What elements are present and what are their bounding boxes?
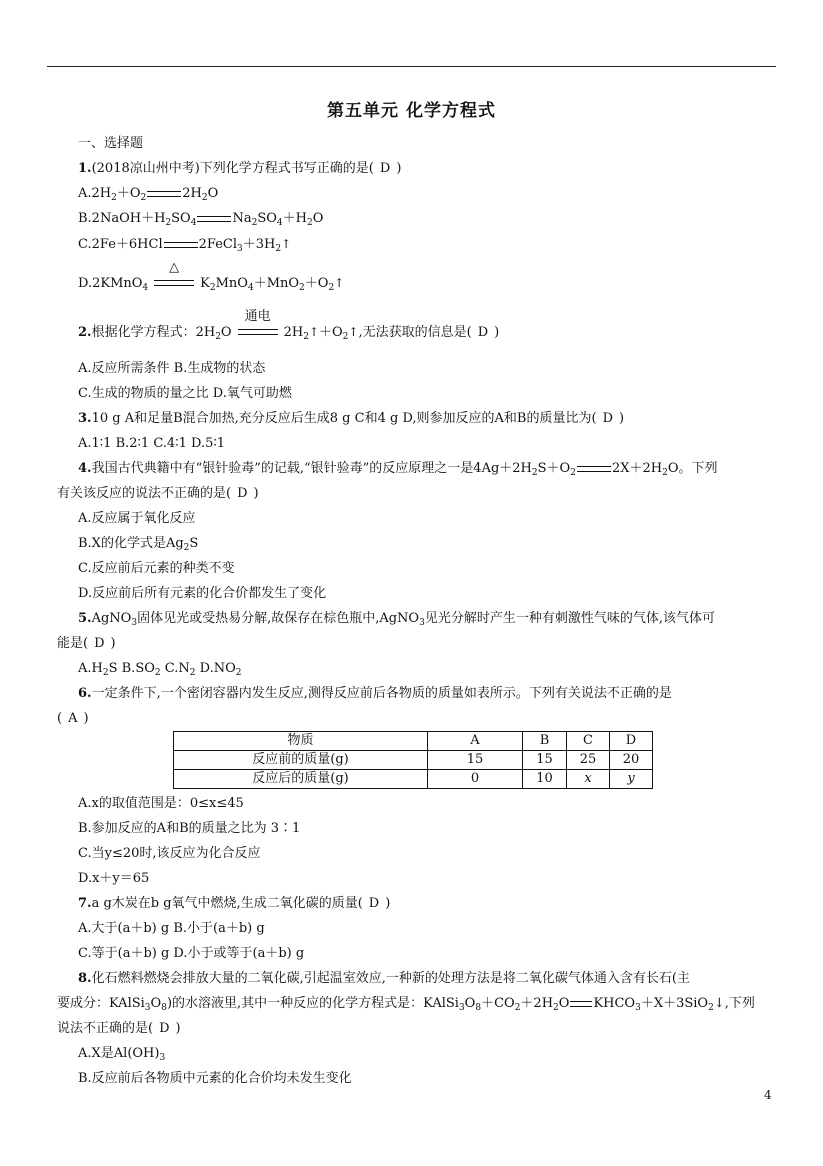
question-5: 5.AgNO$_3$固体见光或受热易分解,故保存在棕色瓶中,AgNO$_3$见光分解时产生一种有刺激性气味的气体,该气体可 <box>78 611 715 628</box>
q7-options-2: C.等于(a＋b) g D.小于或等于(a＋b) g <box>78 946 305 961</box>
mass-table <box>173 731 653 789</box>
q8-option-b: B.反应前后各物质中元素的化合价均未发生变化 <box>78 1071 352 1086</box>
q2-options-1: A.反应所需条件 B.生成物的状态 <box>78 361 266 376</box>
question-5-cont: 能是( D ) <box>57 636 116 651</box>
answer: D <box>379 161 391 176</box>
option-b: $B.2NaOH+H_2SO_4$ $Na_2SO_4+H_2O$ <box>78 211 324 228</box>
question-2: 2.根据化学方程式：$2H_2O$ 通电 $2H_2↑+O_2↑$,无法获取的信息是( D ) <box>78 308 500 342</box>
answer: D <box>602 411 613 426</box>
question-3: 3.10 g A和足量B混合加热,充分反应后生成8 g C和4 g D,则参加反应的A和B的质量比为( D ) <box>78 411 625 426</box>
q6-option-d: D.x＋y＝65 <box>78 871 150 886</box>
table-row: 物质 A B C D <box>174 732 653 751</box>
q6-option-a: A.x的取值范围是：0≤x≤45 <box>78 796 244 811</box>
page-number: 4 <box>764 1088 772 1102</box>
table-row: 反应后的质量(g) 0 10 x y <box>174 770 653 789</box>
answer: D <box>368 896 380 911</box>
question-4: 4.我国古代典籍中有“银针验毒”的记载,“银针验毒”的反应原理之一是$4Ag+2H_2S+O_2$ $2X+2H_2O$。下列 <box>78 461 718 478</box>
question-1: 1.(2018凉山州中考)下列化学方程式书写正确的是( D ) <box>78 161 402 176</box>
question-7: 7.a g木炭在b g氧气中燃烧,生成二氧化碳的质量( D ) <box>78 896 391 911</box>
q7-options-1: A.大于(a＋b) g B.小于(a＋b) g <box>78 921 265 936</box>
q4-option-a: A.反应属于氧化反应 <box>78 511 196 526</box>
question-number: 1. <box>78 161 92 176</box>
q6-option-c: C.当y≤20时,该反应为化合反应 <box>78 846 261 861</box>
question-6-cont: ( A ) <box>57 711 89 726</box>
question-8-cont-2: 说法不正确的是( D ) <box>57 1021 181 1036</box>
page-title: 第五单元 化学方程式 <box>327 101 496 121</box>
section-heading: 一、选择题 <box>78 136 144 151</box>
q8-option-a: A.X是$Al(OH)_3$ <box>78 1046 166 1063</box>
q2-options-2: C.生成的物质的量之比 D.氧气可助燃 <box>78 386 292 401</box>
answer: D <box>94 636 105 651</box>
header-rule <box>47 66 776 67</box>
table-row: 反应前的质量(g) 15 15 25 20 <box>174 751 653 770</box>
option-c: C.2Fe＋6HCl $2FeCl_3+3H_2↑$ <box>78 237 292 254</box>
q3-options: A.1∶1 B.2∶1 C.4∶1 D.5∶1 <box>78 436 226 451</box>
option-a: $A.2H_2+O_2$ $2H_2O$ <box>78 186 219 203</box>
answer: A <box>68 711 78 726</box>
answer: D <box>237 486 248 501</box>
question-6: 6.一定条件下,一个密闭容器内发生反应,测得反应前后各物质的质量如表所示。下列有关说法不正确的是 <box>78 686 672 701</box>
question-4-cont: 有关该反应的说法不正确的是( D ) <box>57 486 259 501</box>
q6-option-b: B.参加反应的A和B的质量之比为 3∶1 <box>78 821 301 836</box>
q4-option-b: B.X的化学式是$Ag_2S$ <box>78 536 199 553</box>
question-stem: (2018凉山州中考)下列化学方程式书写正确的是( <box>91 161 374 176</box>
answer: D <box>477 325 489 340</box>
q5-options: $A.H_2S$ $B.SO_2$ $C.N_2$ $D.NO_2$ <box>78 661 242 678</box>
q4-option-c: C.反应前后元素的种类不变 <box>78 561 235 576</box>
question-8-cont: 要成分：$KAlSi_3O_8$)的水溶液里,其中一种反应的化学方程式是：$KAlSi_3O_8+CO_2+2H_2O$ $KHCO_3+X+3SiO_2↓$,下列 <box>57 996 755 1013</box>
question-8: 8.化石燃料燃烧会排放大量的二氧化碳,引起温室效应,一种新的处理方法是将二氧化碳气体通入含有长石(主 <box>78 971 690 986</box>
answer: D <box>159 1021 170 1036</box>
option-d: D.2KMnO$_4$ △ $K_2MnO_4+MnO_2+O_2↑$ <box>78 259 345 293</box>
q4-option-d: D.反应前后所有元素的化合价都发生了变化 <box>78 586 327 601</box>
